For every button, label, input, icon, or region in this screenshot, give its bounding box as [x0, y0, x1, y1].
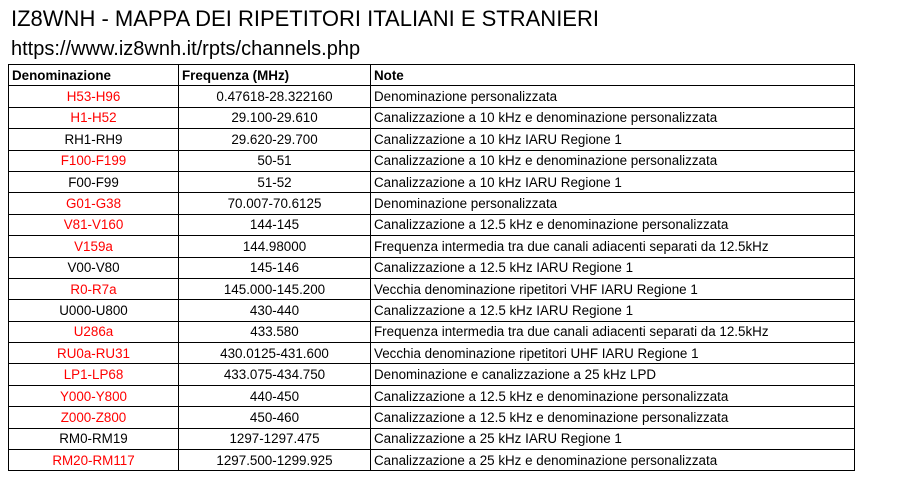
- cell-frequenza: 144-145: [179, 214, 371, 235]
- cell-frequenza: 440-450: [179, 385, 371, 406]
- cell-denominazione: Z000-Z800: [9, 407, 179, 428]
- cell-frequenza: 145-146: [179, 257, 371, 278]
- table-row: [9, 385, 855, 406]
- page-url: https://www.iz8wnh.it/rpts/channels.php: [11, 38, 361, 60]
- table-header-row: [9, 65, 855, 86]
- header-note: Note: [371, 65, 855, 86]
- table-row: [9, 278, 855, 299]
- cell-denominazione: RH1-RH9: [9, 129, 179, 150]
- table-row: [9, 107, 855, 128]
- table-row: [9, 321, 855, 342]
- cell-note: Canalizzazione a 12.5 kHz e denominazione personalizzata: [371, 385, 855, 406]
- cell-frequenza: 145.000-145.200: [179, 278, 371, 299]
- header-frequenza: Frequenza (MHz): [179, 65, 371, 86]
- cell-note: Canalizzazione a 10 kHz IARU Regione 1: [371, 171, 855, 192]
- cell-note: Canalizzazione a 10 kHz e denominazione personalizzata: [371, 107, 855, 128]
- cell-note: Frequenza intermedia tra due canali adiacenti separati da 12.5kHz: [371, 321, 855, 342]
- table-row: [9, 129, 855, 150]
- cell-frequenza: 50-51: [179, 150, 371, 171]
- page-title: IZ8WNH - MAPPA DEI RIPETITORI ITALIANI E STRANIERI: [11, 6, 599, 31]
- cell-denominazione: Y000-Y800: [9, 385, 179, 406]
- cell-note: Denominazione personalizzata: [371, 86, 855, 107]
- cell-frequenza: 433.075-434.750: [179, 364, 371, 385]
- cell-note: Canalizzazione a 10 kHz IARU Regione 1: [371, 129, 855, 150]
- cell-note: Canalizzazione a 12.5 kHz e denominazione personalizzata: [371, 407, 855, 428]
- table-row: [9, 407, 855, 428]
- table-row: [9, 257, 855, 278]
- cell-note: Canalizzazione a 25 kHz IARU Regione 1: [371, 428, 855, 449]
- table-row: [9, 236, 855, 257]
- cell-frequenza: 1297.500-1299.925: [179, 450, 371, 471]
- cell-denominazione: U000-U800: [9, 300, 179, 321]
- cell-frequenza: 29.100-29.610: [179, 107, 371, 128]
- cell-note: Canalizzazione a 12.5 kHz IARU Regione 1: [371, 300, 855, 321]
- table-row: [9, 364, 855, 385]
- table-row: [9, 150, 855, 171]
- cell-note: Denominazione e canalizzazione a 25 kHz LPD: [371, 364, 855, 385]
- cell-denominazione: H1-H52: [9, 107, 179, 128]
- cell-note: Denominazione personalizzata: [371, 193, 855, 214]
- table-row: [9, 343, 855, 364]
- cell-denominazione: R0-R7a: [9, 278, 179, 299]
- table-row: [9, 300, 855, 321]
- table-row: [9, 450, 855, 471]
- cell-note: Canalizzazione a 10 kHz e denominazione personalizzata: [371, 150, 855, 171]
- cell-frequenza: 433.580: [179, 321, 371, 342]
- cell-denominazione: RM20-RM117: [9, 450, 179, 471]
- cell-denominazione: H53-H96: [9, 86, 179, 107]
- table-row: [9, 428, 855, 449]
- cell-frequenza: 430.0125-431.600: [179, 343, 371, 364]
- cell-note: Canalizzazione a 12.5 kHz IARU Regione 1: [371, 257, 855, 278]
- cell-note: Frequenza intermedia tra due canali adiacenti separati da 12.5kHz: [371, 236, 855, 257]
- cell-denominazione: F100-F199: [9, 150, 179, 171]
- channels-table: [8, 64, 855, 471]
- cell-denominazione: RU0a-RU31: [9, 343, 179, 364]
- cell-denominazione: U286a: [9, 321, 179, 342]
- cell-frequenza: 51-52: [179, 171, 371, 192]
- cell-note: Canalizzazione a 25 kHz e denominazione personalizzata: [371, 450, 855, 471]
- cell-frequenza: 430-440: [179, 300, 371, 321]
- cell-note: Vecchia denominazione ripetitori UHF IARU Regione 1: [371, 343, 855, 364]
- cell-denominazione: V00-V80: [9, 257, 179, 278]
- cell-frequenza: 450-460: [179, 407, 371, 428]
- cell-denominazione: G01-G38: [9, 193, 179, 214]
- cell-denominazione: V81-V160: [9, 214, 179, 235]
- header-denominazione: Denominazione: [9, 65, 179, 86]
- cell-note: Canalizzazione a 12.5 kHz e denominazione personalizzata: [371, 214, 855, 235]
- cell-denominazione: RM0-RM19: [9, 428, 179, 449]
- table-row: [9, 171, 855, 192]
- cell-denominazione: F00-F99: [9, 171, 179, 192]
- table-row: [9, 86, 855, 107]
- cell-frequenza: 29.620-29.700: [179, 129, 371, 150]
- table-row: [9, 193, 855, 214]
- cell-denominazione: LP1-LP68: [9, 364, 179, 385]
- cell-frequenza: 0.47618-28.322160: [179, 86, 371, 107]
- table-row: [9, 214, 855, 235]
- cell-frequenza: 144.98000: [179, 236, 371, 257]
- cell-denominazione: V159a: [9, 236, 179, 257]
- cell-frequenza: 1297-1297.475: [179, 428, 371, 449]
- cell-note: Vecchia denominazione ripetitori VHF IARU Regione 1: [371, 278, 855, 299]
- cell-frequenza: 70.007-70.6125: [179, 193, 371, 214]
